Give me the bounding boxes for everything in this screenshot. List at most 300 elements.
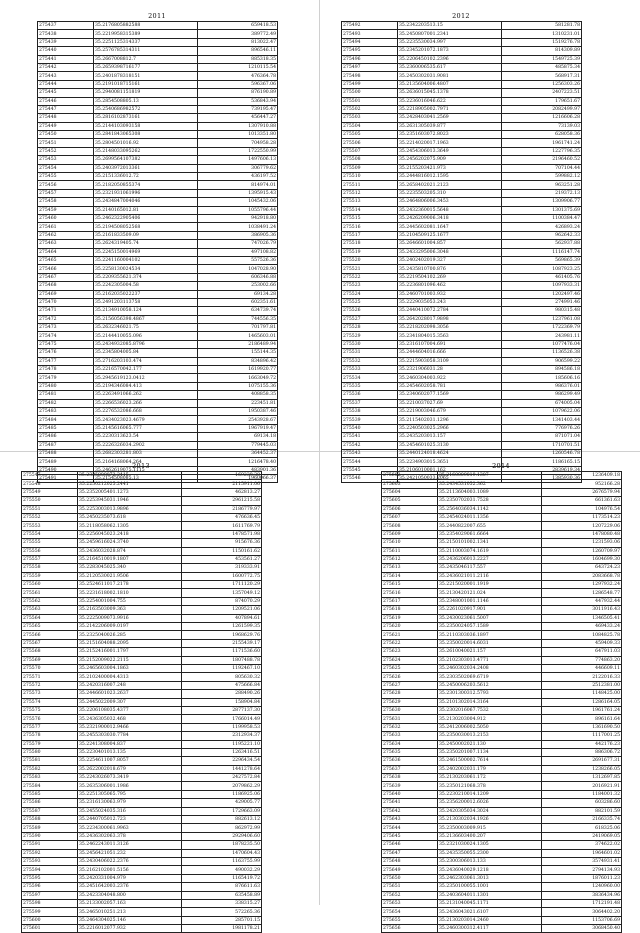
row-value-cell: 2512381.00 <box>542 681 622 689</box>
row-value-cell: 2079862.29 <box>182 782 262 790</box>
table-row <box>342 433 582 441</box>
row-value-cell: 1807488.78 <box>182 656 262 664</box>
row-code-cell: 35.2464806006.3453 <box>398 198 502 206</box>
row-code-cell: 35.2540686982572 <box>94 105 198 113</box>
row-value-cell: 744556.35 <box>198 315 278 323</box>
row-code-cell: 35.2234903015.3651 <box>398 458 502 466</box>
row-value-cell: 1600772.75 <box>182 572 262 580</box>
row-value-cell: 185606.16 <box>502 374 582 382</box>
table-row <box>382 472 622 480</box>
row-id-cell: 275528 <box>342 324 398 332</box>
row-code-cell: 35.2218202098.3056 <box>398 324 502 332</box>
table-row <box>22 899 262 907</box>
row-value-cell: 1136526.38 <box>502 349 582 357</box>
row-value-cell: 374622.02 <box>542 841 622 849</box>
row-value-cell: 635458.89 <box>182 891 262 899</box>
row-id-cell: 275469 <box>38 290 94 298</box>
row-value-cell: 2877137.30 <box>182 706 262 714</box>
row-code-cell: 35.2302016067.7532 <box>438 706 542 714</box>
table-row <box>38 139 278 147</box>
row-value-cell: 3574931.41 <box>542 857 622 865</box>
row-value-cell: 1960066.37 <box>198 475 278 483</box>
row-id-cell: 275444 <box>38 80 94 88</box>
row-value-cell: 1237961.08 <box>502 315 582 323</box>
row-id-cell: 275494 <box>342 38 398 46</box>
row-value-cell: 1950387.46 <box>198 407 278 415</box>
row-value-cell: 442176.23 <box>542 740 622 748</box>
row-id-cell: 275573 <box>22 690 78 698</box>
row-code-cell: 35.2253003013.9896 <box>78 505 182 513</box>
table-row <box>22 757 262 765</box>
row-id-cell: 275547 <box>22 472 78 480</box>
row-id-cell: 275565 <box>22 623 78 631</box>
table-row <box>22 740 262 748</box>
row-code-cell: 35.2454602058.781 <box>398 382 502 390</box>
row-value-cell: 980315.48 <box>502 307 582 315</box>
row-id-cell: 275634 <box>382 740 438 748</box>
table-row <box>22 656 262 664</box>
row-id-cell: 275566 <box>22 631 78 639</box>
table-row <box>382 597 622 605</box>
table-row <box>382 824 622 832</box>
data-table <box>37 21 278 483</box>
row-value-cell: 475666.84 <box>182 681 262 689</box>
row-id-cell: 275466 <box>38 265 94 273</box>
row-id-cell: 275608 <box>382 522 438 530</box>
row-id-cell: 275598 <box>22 899 78 907</box>
row-value-cell: 319333.91 <box>182 564 262 572</box>
row-code-cell: 35.2450235073.618 <box>78 513 182 521</box>
row-id-cell: 275656 <box>382 925 438 933</box>
table-row <box>342 441 582 449</box>
row-code-cell: 35.2145616065.777 <box>94 424 198 432</box>
table-row <box>382 765 622 773</box>
row-code-cell: 35.2435046117.557 <box>438 564 542 572</box>
table-row <box>382 539 622 547</box>
row-code-cell: 35.2445022009.307 <box>78 698 182 706</box>
table-row <box>382 732 622 740</box>
row-code-cell: 35.2444604016.666 <box>398 349 502 357</box>
row-id-cell: 275617 <box>382 597 438 605</box>
row-value-cell: 882613.12 <box>182 816 262 824</box>
row-code-cell: 35.2403972013361 <box>94 164 198 172</box>
row-code-cell: 35.2256045023.2418 <box>78 530 182 538</box>
row-id-cell: 275530 <box>342 340 398 348</box>
row-code-cell: 35.2236801096.462 <box>398 282 502 290</box>
row-id-cell: 275605 <box>382 497 438 505</box>
row-id-cell: 275557 <box>22 555 78 563</box>
row-id-cell: 275446 <box>38 97 94 105</box>
row-value-cell: 3064402.20 <box>542 908 622 916</box>
row-value-cell: 1240960.00 <box>542 883 622 891</box>
table-row <box>342 315 582 323</box>
row-value-cell: 596367.06 <box>198 80 278 88</box>
table-row <box>22 832 262 840</box>
row-value-cell: 1153706.69 <box>542 916 622 924</box>
row-id-cell: 275520 <box>342 256 398 264</box>
row-value-cell: 1202497.46 <box>502 290 582 298</box>
table-row <box>342 374 582 382</box>
row-value-cell: 776976.26 <box>502 424 582 432</box>
row-value-cell: 1231593.06 <box>542 539 622 547</box>
row-id-cell: 275548 <box>22 480 78 488</box>
table-row <box>38 22 278 30</box>
row-code-cell: 35.2210037027.69 <box>398 399 502 407</box>
row-id-cell: 275615 <box>382 581 438 589</box>
row-value-cell: 1967919.47 <box>198 424 278 432</box>
row-value-cell: 1087923.25 <box>502 265 582 273</box>
table-row <box>382 782 622 790</box>
row-id-cell: 275477 <box>38 357 94 365</box>
row-id-cell: 275553 <box>22 522 78 530</box>
table-row <box>22 790 262 798</box>
table-row <box>342 256 582 264</box>
table-row <box>382 488 622 496</box>
table-title: 2013 <box>132 462 150 470</box>
row-value-cell: 386905.36 <box>198 231 278 239</box>
row-code-cell: 35.2163503009.363 <box>78 606 182 614</box>
row-value-cell: 885318.35 <box>198 55 278 63</box>
row-code-cell: 35.2156056398.4867 <box>94 315 198 323</box>
row-value-cell: 274991.46 <box>502 298 582 306</box>
row-id-cell: 275537 <box>342 399 398 407</box>
row-id-cell: 275575 <box>22 706 78 714</box>
row-code-cell: 35.2436302063.378 <box>78 832 182 840</box>
row-code-cell: 35.2140165012.81 <box>94 206 198 214</box>
table-row <box>342 240 582 248</box>
row-code-cell: 35.2106010001.162 <box>398 466 502 474</box>
row-value-cell: 1286164.05 <box>542 698 622 706</box>
row-id-cell: 275499 <box>342 80 398 88</box>
row-value-cell: 1357049.12 <box>182 589 262 597</box>
row-id-cell: 275650 <box>382 874 438 882</box>
row-code-cell: 35.2283045025.340 <box>78 564 182 572</box>
row-code-cell: 35.2241308004.837 <box>78 740 182 748</box>
row-code-cell: 35.2316130063.979 <box>78 799 182 807</box>
table-row <box>38 391 278 399</box>
table-row <box>382 581 622 589</box>
row-id-cell: 275517 <box>342 231 398 239</box>
row-id-cell: 275572 <box>22 681 78 689</box>
row-id-cell: 275594 <box>22 866 78 874</box>
row-code-cell: 35.2162102001.5156 <box>78 866 182 874</box>
row-value-cell: 1256303.26 <box>502 80 582 88</box>
row-id-cell: 275647 <box>382 849 438 857</box>
row-code-cell: 35.2435203013.157 <box>398 433 502 441</box>
table-row <box>22 765 262 773</box>
table-row <box>342 30 582 38</box>
table-row <box>382 530 622 538</box>
row-value-cell: 1729663.09 <box>182 807 262 815</box>
row-id-cell: 275597 <box>22 891 78 899</box>
row-id-cell: 275455 <box>38 173 94 181</box>
row-id-cell: 275593 <box>22 857 78 865</box>
row-value-cell: 1604699.30 <box>542 555 622 563</box>
row-id-cell: 275625 <box>382 664 438 672</box>
row-code-cell: 35.2816102873161 <box>94 114 198 122</box>
row-value-cell: 1470604.43 <box>182 849 262 857</box>
row-id-cell: 275456 <box>38 181 94 189</box>
row-code-cell: 35.2436021011.2116 <box>438 572 542 580</box>
table-row <box>38 424 278 432</box>
row-code-cell: 35.2460302034.2408 <box>438 664 542 672</box>
row-code-cell: 35.2131040045.1171 <box>438 899 542 907</box>
row-code-cell: 35.2130302034.1926 <box>438 816 542 824</box>
row-value-cell: 659418.53 <box>198 22 278 30</box>
row-value-cell: 2691677.31 <box>542 757 622 765</box>
row-code-cell: 35.2465010251.213 <box>78 908 182 916</box>
table-row <box>22 849 262 857</box>
row-id-cell: 275495 <box>342 47 398 55</box>
table-row <box>342 231 582 239</box>
row-value-cell: 1263416.51 <box>182 748 262 756</box>
table-row <box>382 513 622 521</box>
table-row <box>342 156 582 164</box>
row-code-cell: 35.2636015045.1378 <box>398 89 502 97</box>
row-code-cell: 35.2434531052.362 <box>438 480 542 488</box>
table-row <box>38 114 278 122</box>
row-id-cell: 275577 <box>22 723 78 731</box>
table-row <box>38 374 278 382</box>
row-id-cell: 275583 <box>22 774 78 782</box>
row-value-cell: 1209521.06 <box>182 606 262 614</box>
row-value-cell: 2122016.33 <box>542 673 622 681</box>
row-id-cell: 275439 <box>38 38 94 46</box>
row-id-cell: 275523 <box>342 282 398 290</box>
table-row <box>38 282 278 290</box>
row-id-cell: 275596 <box>22 883 78 891</box>
row-code-cell: 35.2234300061.9963 <box>78 824 182 832</box>
row-id-cell: 275591 <box>22 841 78 849</box>
row-id-cell: 275544 <box>342 458 398 466</box>
table-row <box>382 891 622 899</box>
table-row <box>342 340 582 348</box>
row-value-cell: 169239.38 <box>182 472 262 480</box>
table-row <box>342 97 582 105</box>
table-row <box>22 564 262 572</box>
table-row <box>382 681 622 689</box>
table-row <box>382 505 622 513</box>
row-id-cell: 275481 <box>38 391 94 399</box>
row-code-cell: 35.2236016046.622 <box>398 97 502 105</box>
row-value-cell: 1964601.02 <box>542 849 622 857</box>
row-id-cell: 275556 <box>22 547 78 555</box>
row-value-cell: 243981.11 <box>502 332 582 340</box>
row-code-cell: 35.2434023023.4679 <box>94 416 198 424</box>
row-id-cell: 275621 <box>382 631 438 639</box>
table-row <box>342 139 582 147</box>
row-value-cell: 426893.24 <box>502 223 582 231</box>
row-code-cell: 35.2354029061.6664 <box>438 530 542 538</box>
row-code-cell: 35.2940081151819 <box>94 89 198 97</box>
row-code-cell: 35.2263491066.262 <box>94 391 198 399</box>
row-value-cell: 896546.11 <box>198 47 278 55</box>
table-row <box>38 265 278 273</box>
row-code-cell: 35.2182050855374 <box>94 181 198 189</box>
row-code-cell: 35.2635306001.1986 <box>78 782 182 790</box>
table-row <box>22 874 262 882</box>
table-row <box>22 664 262 672</box>
row-id-cell: 275502 <box>342 105 398 113</box>
row-code-cell: 35.2325040026.285 <box>78 631 182 639</box>
table-row <box>342 147 582 155</box>
row-code-cell: 35.2214020017.1963 <box>398 139 502 147</box>
row-id-cell: 275468 <box>38 282 94 290</box>
row-id-cell: 275561 <box>22 589 78 597</box>
row-id-cell: 275443 <box>38 72 94 80</box>
table-row <box>38 357 278 365</box>
row-id-cell: 275638 <box>382 774 438 782</box>
row-value-cell: 462813.27 <box>182 488 262 496</box>
row-code-cell: 35.2945619123.0412 <box>94 374 198 382</box>
row-id-cell: 275606 <box>382 505 438 513</box>
row-id-cell: 275441 <box>38 55 94 63</box>
table-row <box>22 715 262 723</box>
row-code-cell: 35.2215903058.3109 <box>398 357 502 365</box>
row-id-cell: 275599 <box>22 908 78 916</box>
row-value-cell: 1286548.77 <box>542 589 622 597</box>
table-row <box>342 198 582 206</box>
data-table <box>341 21 582 483</box>
row-id-cell: 275489 <box>38 458 94 466</box>
row-id-cell: 275552 <box>22 513 78 521</box>
row-value-cell: 814309.89 <box>502 47 582 55</box>
table-row <box>38 332 278 340</box>
table-row <box>38 198 278 206</box>
row-id-cell: 275560 <box>22 581 78 589</box>
row-code-cell: 35.2350030013.2153 <box>438 732 542 740</box>
row-value-cell: 2166335.74 <box>542 816 622 824</box>
table-row <box>382 623 622 631</box>
table-row <box>382 925 622 933</box>
row-id-cell: 275457 <box>38 189 94 197</box>
table-row <box>38 449 278 457</box>
row-code-cell: 35.2301300312.5793 <box>438 690 542 698</box>
row-id-cell: 275601 <box>22 925 78 933</box>
table-row <box>38 433 278 441</box>
row-id-cell: 275505 <box>342 131 398 139</box>
row-code-cell: 35.2350020014.6031 <box>438 639 542 647</box>
row-code-cell: 35.2151604088.2095 <box>78 639 182 647</box>
row-value-cell: 557526.36 <box>198 256 278 264</box>
table-row <box>382 866 622 874</box>
row-code-cell: 35.2176805882588 <box>94 22 198 30</box>
row-value-cell: 618325.06 <box>542 824 622 832</box>
row-code-cell: 35.2325809072.2415 <box>78 472 182 480</box>
row-code-cell: 35.2421050033.2065 <box>398 475 502 483</box>
table-row <box>382 648 622 656</box>
row-code-cell: 35.2235530034.997 <box>398 38 502 46</box>
row-id-cell: 275609 <box>382 530 438 538</box>
row-code-cell: 35.2154508085.13 <box>94 475 198 483</box>
row-id-cell: 275570 <box>22 664 78 672</box>
row-value-cell: 942918.80 <box>198 214 278 222</box>
row-code-cell: 35.2455024035.316 <box>78 807 182 815</box>
row-id-cell: 275585 <box>22 790 78 798</box>
row-id-cell: 275485 <box>38 424 94 432</box>
table-row <box>342 55 582 63</box>
row-value-cell: 1712191.48 <box>542 899 622 907</box>
row-value-cell: 1961761.24 <box>542 706 622 714</box>
row-value-cell: 2196460.52 <box>502 156 582 164</box>
row-value-cell: 453561.27 <box>182 555 262 563</box>
row-value-cell: 874070.29 <box>182 597 262 605</box>
page-divider-vertical <box>319 0 320 905</box>
table-row <box>38 173 278 181</box>
table-row <box>22 690 262 698</box>
row-code-cell: 35.2450807001.2341 <box>398 30 502 38</box>
table-row <box>22 748 262 756</box>
table-row <box>22 925 262 933</box>
table-row <box>38 407 278 415</box>
row-code-cell: 35.2436043021.6107 <box>438 908 542 916</box>
table-row <box>382 740 622 748</box>
row-value-cell: 1260546.78 <box>502 449 582 457</box>
row-value-cell: 779445.03 <box>198 441 278 449</box>
row-id-cell: 275445 <box>38 89 94 97</box>
row-id-cell: 275514 <box>342 206 398 214</box>
row-value-cell: 747026.79 <box>198 240 278 248</box>
table-row <box>382 849 622 857</box>
table-row <box>382 790 622 798</box>
row-value-cell: 602351.61 <box>198 298 278 306</box>
row-code-cell: 35.2576785314311 <box>94 47 198 55</box>
row-code-cell: 35.2243026073.3419 <box>78 774 182 782</box>
row-id-cell: 275512 <box>342 189 398 197</box>
row-code-cell: 35.2104509125.1677 <box>398 231 502 239</box>
row-id-cell: 275603 <box>382 480 438 488</box>
row-code-cell: 35.2436040029.1218 <box>438 866 542 874</box>
row-value-cell: 1981178.21 <box>182 925 262 933</box>
row-code-cell: 35.2229035053.243 <box>398 298 502 306</box>
row-id-cell: 275515 <box>342 214 398 222</box>
table-row <box>342 22 582 30</box>
row-value-cell: 429005.77 <box>182 799 262 807</box>
row-code-cell: 35.2642028017.9898 <box>398 315 502 323</box>
row-code-cell: 35.2230313623.54 <box>94 433 198 441</box>
row-id-cell: 275464 <box>38 248 94 256</box>
row-code-cell: 35.2142206009.0197 <box>78 623 182 631</box>
table-row <box>342 391 582 399</box>
row-code-cell: 35.2356200012.6026 <box>438 799 542 807</box>
row-id-cell: 275504 <box>342 122 398 130</box>
row-id-cell: 275651 <box>382 883 438 891</box>
row-code-cell: 35.2854508805.13 <box>94 97 198 105</box>
row-id-cell: 275542 <box>342 441 398 449</box>
table-row <box>22 807 262 815</box>
row-code-cell: 35.2321906031.28 <box>398 366 502 374</box>
row-value-cell: 962642.33 <box>502 231 582 239</box>
row-id-cell: 275613 <box>382 564 438 572</box>
table-row <box>382 673 622 681</box>
table-row <box>22 799 262 807</box>
row-id-cell: 275497 <box>342 63 398 71</box>
table-row <box>38 72 278 80</box>
row-id-cell: 275487 <box>38 441 94 449</box>
row-value-cell: 813022.47 <box>198 38 278 46</box>
table-row <box>342 324 582 332</box>
table-row <box>22 816 262 824</box>
row-id-cell: 275527 <box>342 315 398 323</box>
row-value-cell: 1013351.80 <box>198 131 278 139</box>
row-code-cell: 35.2216012077.932 <box>78 925 182 933</box>
row-value-cell: 1184001.32 <box>542 790 622 798</box>
table-row <box>38 366 278 374</box>
table-row <box>382 606 622 614</box>
row-id-cell: 275630 <box>382 706 438 714</box>
table-row <box>342 366 582 374</box>
row-value-cell: 483901.36 <box>198 466 278 474</box>
